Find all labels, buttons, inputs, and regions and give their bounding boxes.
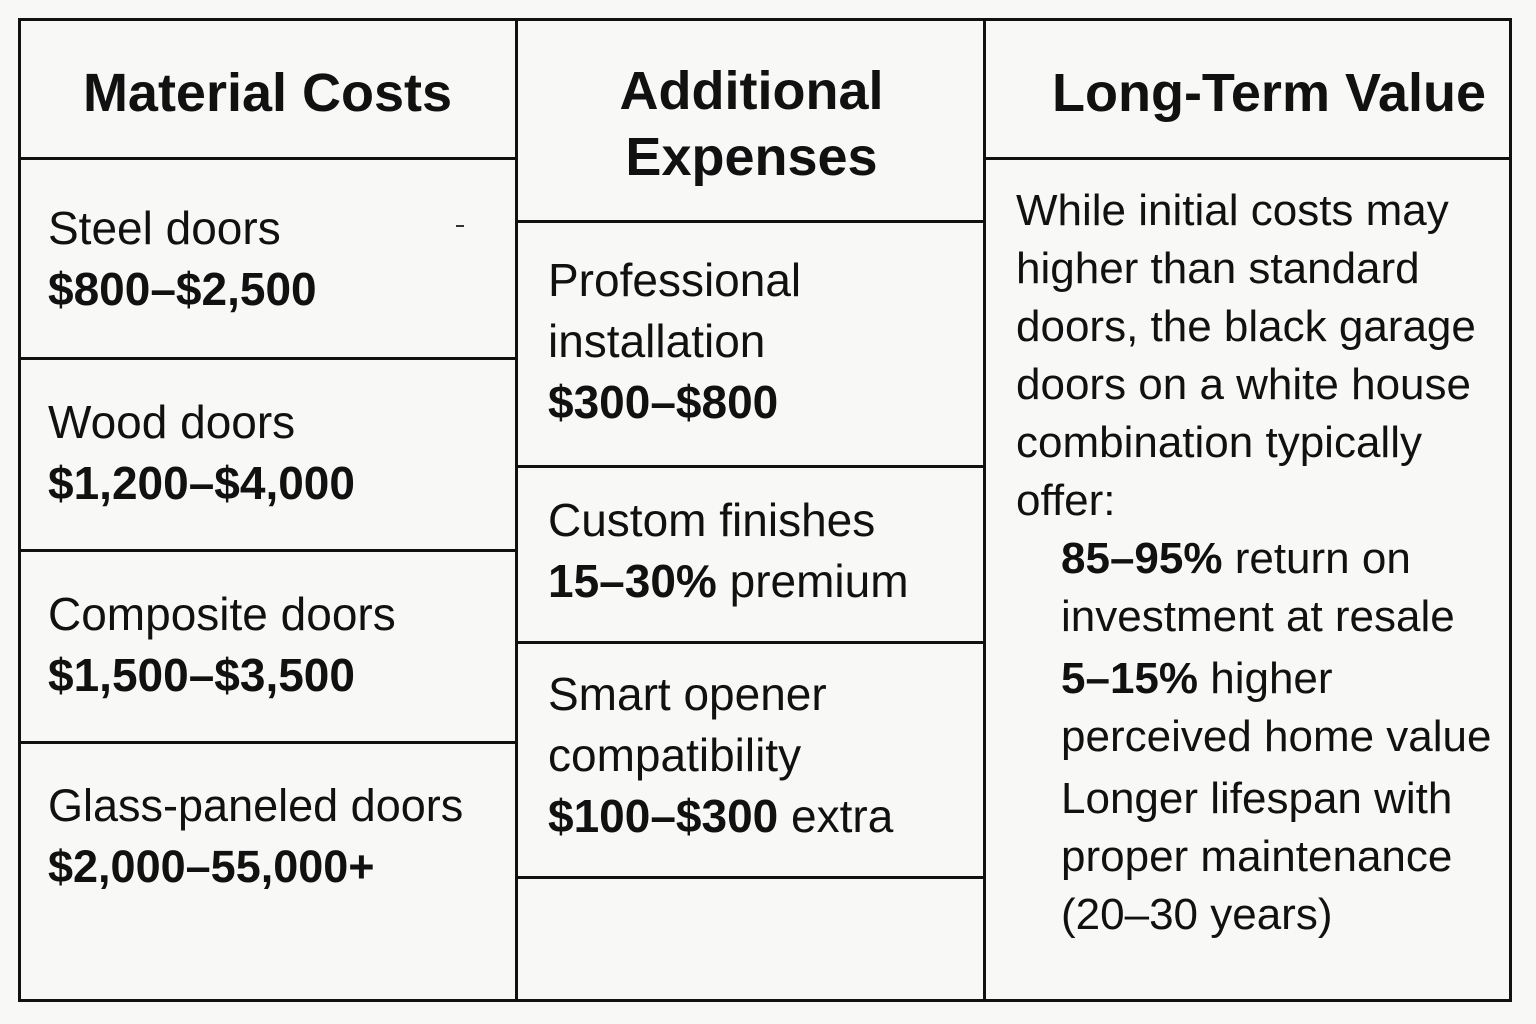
- material-value: $1,500–$3,500: [48, 649, 355, 701]
- expense-item-finishes: [548, 490, 909, 612]
- expense-value: 15–30%: [548, 555, 717, 607]
- row-divider: [18, 549, 517, 552]
- row-divider: [18, 357, 517, 360]
- expense-suffix: premium: [716, 555, 909, 607]
- expense-label-line2: installation: [548, 315, 766, 367]
- expense-item-smart-opener: [548, 664, 893, 847]
- row-divider: [515, 465, 985, 468]
- additional-expenses-header-line1: Additional: [619, 61, 884, 121]
- row-divider: [18, 741, 517, 744]
- material-item-wood: [48, 392, 355, 514]
- stray-mark: [456, 225, 464, 227]
- material-item-steel: [48, 198, 317, 320]
- benefit-text: Longer lifespan with proper maintenance (20–30 years): [1061, 774, 1453, 939]
- row-divider: [983, 157, 1512, 160]
- material-label: Composite doors: [48, 588, 396, 640]
- long-term-intro: While initial costs may higher than standard doors, the black garage doors on a white house combination typically offer:: [1016, 186, 1476, 525]
- material-label: Steel doors: [48, 202, 281, 254]
- additional-expenses-header: [518, 58, 985, 190]
- row-divider: [515, 876, 985, 879]
- long-term-value-body: [1016, 182, 1508, 944]
- expense-item-installation: [548, 250, 801, 433]
- material-item-composite: [48, 584, 396, 706]
- benefit-text: higher perceived home value: [1061, 654, 1492, 761]
- row-divider: [18, 157, 517, 160]
- benefit-lifespan: [1061, 770, 1508, 944]
- benefit-text: return on investment at resale: [1061, 534, 1455, 641]
- material-value: $1,200–$4,000: [48, 457, 355, 509]
- material-value: $800–$2,500: [48, 263, 317, 315]
- additional-expenses-header-line2: Expenses: [625, 127, 878, 187]
- benefit-value: 85–95%: [1061, 534, 1223, 583]
- row-divider: [515, 220, 985, 223]
- benefit-home-value: [1061, 650, 1508, 766]
- material-value: $2,000–55,000+: [48, 841, 375, 892]
- expense-label-line1: Smart opener: [548, 668, 827, 720]
- expense-label-line1: Custom finishes: [548, 494, 876, 546]
- benefit-roi: [1061, 530, 1508, 646]
- long-term-value-header: Long-Term Value: [1052, 63, 1487, 123]
- expense-value: $100–$300: [548, 790, 779, 842]
- material-costs-header: Material Costs: [82, 63, 453, 123]
- expense-value: $300–$800: [548, 376, 779, 428]
- benefit-value: 5–15%: [1061, 654, 1199, 703]
- expense-label-line1: Professional: [548, 254, 802, 306]
- material-item-glass: [48, 775, 463, 897]
- material-label: Glass-paneled doors: [48, 780, 464, 831]
- row-divider: [515, 641, 985, 644]
- expense-suffix: extra: [778, 790, 894, 842]
- material-label: Wood doors: [48, 396, 296, 448]
- expense-label-line2: compatibility: [548, 729, 802, 781]
